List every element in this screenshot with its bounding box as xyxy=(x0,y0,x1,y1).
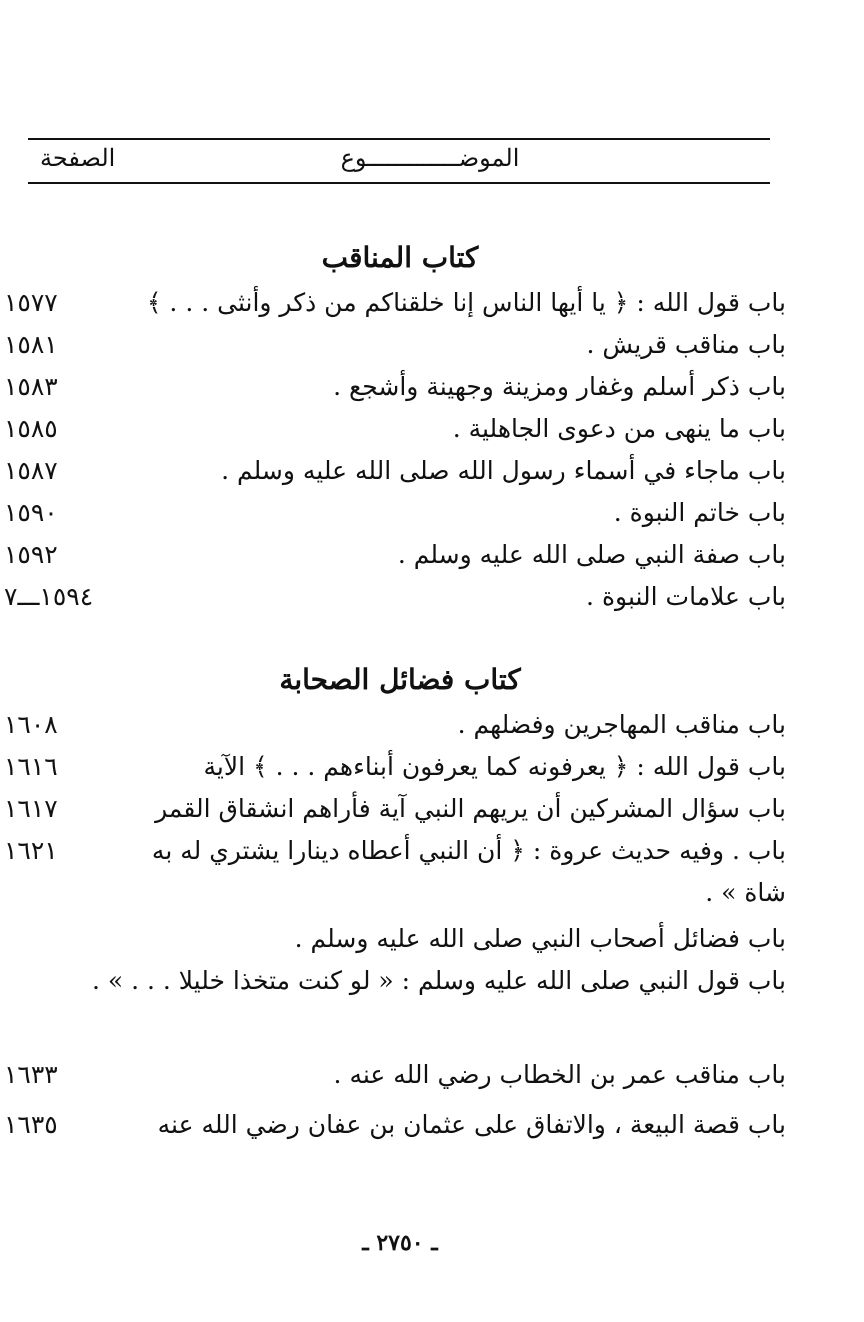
toc-entry xyxy=(0,918,864,960)
entry-page: ١٥٩٢ xyxy=(4,540,58,569)
entry-title: باب صفة النبي صلى الله عليه وسلم . xyxy=(397,540,786,569)
column-header-topic: الموضـــــــــــــوع xyxy=(340,144,520,172)
toc-entry xyxy=(0,746,864,788)
entry-page: ١٥٨٣ xyxy=(4,372,58,401)
toc-entry xyxy=(0,1054,864,1096)
entry-title: باب فضائل أصحاب النبي صلى الله عليه وسلم . xyxy=(294,924,786,953)
entry-title: باب مناقب المهاجرين وفضلهم . xyxy=(457,710,786,739)
entry-title: باب قول الله : ﴿ يعرفونه كما يعرفون أبناءهم . . . ﴾ الآية xyxy=(203,752,786,781)
section-heading-fadail-sahaba: كتاب فضائل الصحابة xyxy=(279,663,521,696)
header-rule-bottom xyxy=(28,182,770,184)
entry-title: باب قول الله : ﴿ يا أيها الناس إنا خلقناكم من ذكر وأنثى . . . ﴾ xyxy=(146,288,786,317)
entry-title: باب قصة البيعة ، والاتفاق على عثمان بن عفان رضي الله عنه xyxy=(157,1110,786,1139)
entry-page: ١٥٩٤ـــ٧ xyxy=(4,582,94,611)
entry-page: ١٦١٦ xyxy=(4,752,58,781)
entry-title: باب ماجاء في أسماء رسول الله صلى الله عليه وسلم . xyxy=(221,456,786,485)
entry-page: ١٦٢١ xyxy=(4,836,58,865)
toc-entry xyxy=(0,324,864,366)
entry-title: باب علامات النبوة . xyxy=(586,582,786,611)
entry-page: ١٦٣٣ xyxy=(4,1060,58,1089)
toc-entry xyxy=(0,282,864,324)
entry-title: باب ما ينهى من دعوى الجاهلية . xyxy=(452,414,786,443)
toc-entry xyxy=(0,960,864,1044)
entry-title: باب . وفيه حديث عروة : ﴿ أن النبي أعطاه دينارا يشتري له به شاة » . xyxy=(151,836,786,907)
toc-entry xyxy=(0,1104,864,1146)
entry-title: باب مناقب قريش . xyxy=(586,330,786,359)
entry-title: باب ذكر أسلم وغفار ومزينة وجهينة وأشجع . xyxy=(333,372,786,401)
entry-page: ١٦٠٨ xyxy=(4,710,58,739)
toc-entry xyxy=(0,830,864,914)
entry-page: ١٥٩٠ xyxy=(4,498,58,527)
section-heading-manaqib: كتاب المناقب xyxy=(321,241,479,274)
toc-entry xyxy=(0,576,864,618)
column-header-page: الصفحة xyxy=(40,144,116,172)
toc-entry xyxy=(0,534,864,576)
entry-page: ١٦١٧ xyxy=(4,794,58,823)
entry-page: ١٥٨٥ xyxy=(4,414,58,443)
entry-title: باب خاتم النبوة . xyxy=(613,498,786,527)
entry-title: باب سؤال المشركين أن يريهم النبي آية فأراهم انشقاق القمر xyxy=(155,794,786,823)
entry-page: ١٥٧٧ xyxy=(4,288,58,317)
toc-entry xyxy=(0,450,864,492)
toc-entry xyxy=(0,366,864,408)
entry-page: ١٥٨٧ xyxy=(4,456,58,485)
entry-title: باب مناقب عمر بن الخطاب رضي الله عنه . xyxy=(333,1060,786,1089)
toc-entry xyxy=(0,408,864,450)
toc-entry xyxy=(0,704,864,746)
page-number: ـ ٢٧٥٠ ـ xyxy=(362,1230,438,1256)
entry-page: ١٦٣٥ xyxy=(4,1110,58,1139)
entry-title: باب قول النبي صلى الله عليه وسلم : « لو كنت متخذا خليلا . . . » . xyxy=(91,966,786,995)
entry-page: ١٥٨١ xyxy=(4,330,58,359)
toc-entry xyxy=(0,492,864,534)
toc-entry xyxy=(0,788,864,830)
